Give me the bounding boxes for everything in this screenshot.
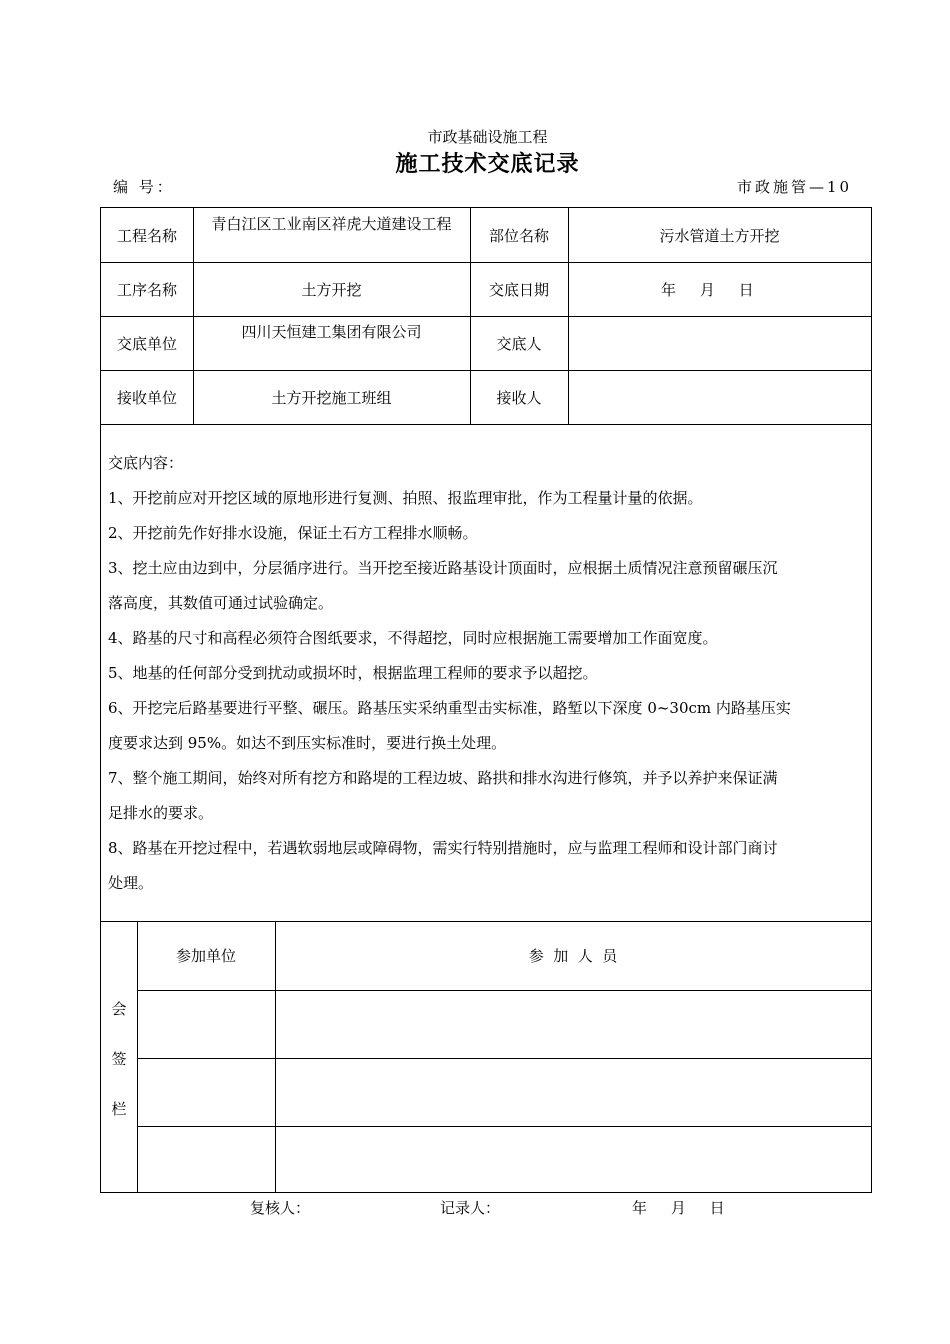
receiver-value[interactable] [568,370,871,424]
content-line: 5、地基的任何部分受到扰动或损坏时，根据监理工程师的要求予以超挖。 [108,664,598,682]
content-line: 处理。 [108,874,154,892]
reviewer-label: 复核人： [250,1199,311,1217]
content-line: 3、挖土应由边到中，分层循序进行。当开挖至接近路基设计顶面时，应根据土质情况注意预留碾压沉 [108,559,778,577]
signoff-side-label-3: 栏 [111,1100,127,1118]
signoff-side-label-1: 会 [111,1000,127,1018]
signoff-people-cell[interactable] [275,1058,871,1126]
signoff-unit-cell[interactable] [137,1126,275,1192]
signoff-people-cell[interactable] [275,1126,871,1192]
serial-number-label: 编 号： [113,178,175,196]
document-subtitle: 市政基础设施工程 [427,128,548,146]
content-line: 8、路基在开挖过程中，若遇软弱地层或障碍物，需实行特别措施时，应与监理工程师和设计部门商讨 [108,839,778,857]
part-name-value: 污水管道土方开挖 [659,226,780,245]
handover-person-value[interactable] [568,316,871,370]
form-code: 市政施管—10 [737,178,853,196]
signoff-side-label-2: 签 [111,1050,127,1068]
participating-unit-header: 参加单位 [175,947,236,965]
process-name-value: 土方开挖 [301,280,362,299]
signoff-people-cell[interactable] [275,990,871,1058]
handover-content [108,446,864,901]
handover-date-label: 交底日期 [488,280,549,299]
handover-person-label: 交底人 [496,334,542,353]
content-heading: 交底内容： [108,454,184,472]
content-line: 6、开挖完后路基要进行平整、碾压。路基压实采纳重型击实标准，路堑以下深度 0~30cm 内路基压实 [108,699,791,717]
content-line: 1、开挖前应对开挖区域的原地形进行复测、拍照、报监理审批，作为工程量计量的依据。 [108,489,703,507]
process-name-label: 工序名称 [116,280,177,299]
footer-date: 年 月 日 [632,1199,725,1217]
project-name-label: 工程名称 [116,226,177,245]
handover-unit-label: 交底单位 [116,334,177,353]
handover-unit-value: 四川天恒建工集团有限公司 [241,323,422,341]
project-name-value: 青白江区工业南区祥虎大道建设工程 [211,215,452,233]
signoff-unit-cell[interactable] [137,1058,275,1126]
content-line: 2、开挖前先作好排水设施，保证土石方工程排水顺畅。 [108,524,478,542]
content-line: 足排水的要求。 [108,804,214,822]
receiver-label: 接收人 [496,388,542,407]
content-line: 度要求达到 95%。如达不到压实标准时，要进行换土处理。 [108,734,507,752]
part-name-label: 部位名称 [488,226,549,245]
recorder-label: 记录人： [440,1199,501,1217]
content-line: 落高度，其数值可通过试验确定。 [108,594,334,612]
document-title: 施工技术交底记录 [395,152,580,177]
receiving-unit-value: 土方开挖施工班组 [271,388,392,407]
row-divider [101,424,871,425]
participants-header: 参 加 人 员 [528,947,618,965]
receiving-unit-label: 接收单位 [116,388,177,407]
content-line: 4、路基的尺寸和高程必须符合图纸要求，不得超挖，同时应根据施工需要增加工作面宽度。 [108,629,718,647]
handover-date-value: 年 月 日 [661,280,754,299]
content-line: 7、整个施工期间，始终对所有挖方和路堤的工程边坡、路拱和排水沟进行修筑，并予以养护来保证满 [108,769,778,787]
signoff-unit-cell[interactable] [137,990,275,1058]
